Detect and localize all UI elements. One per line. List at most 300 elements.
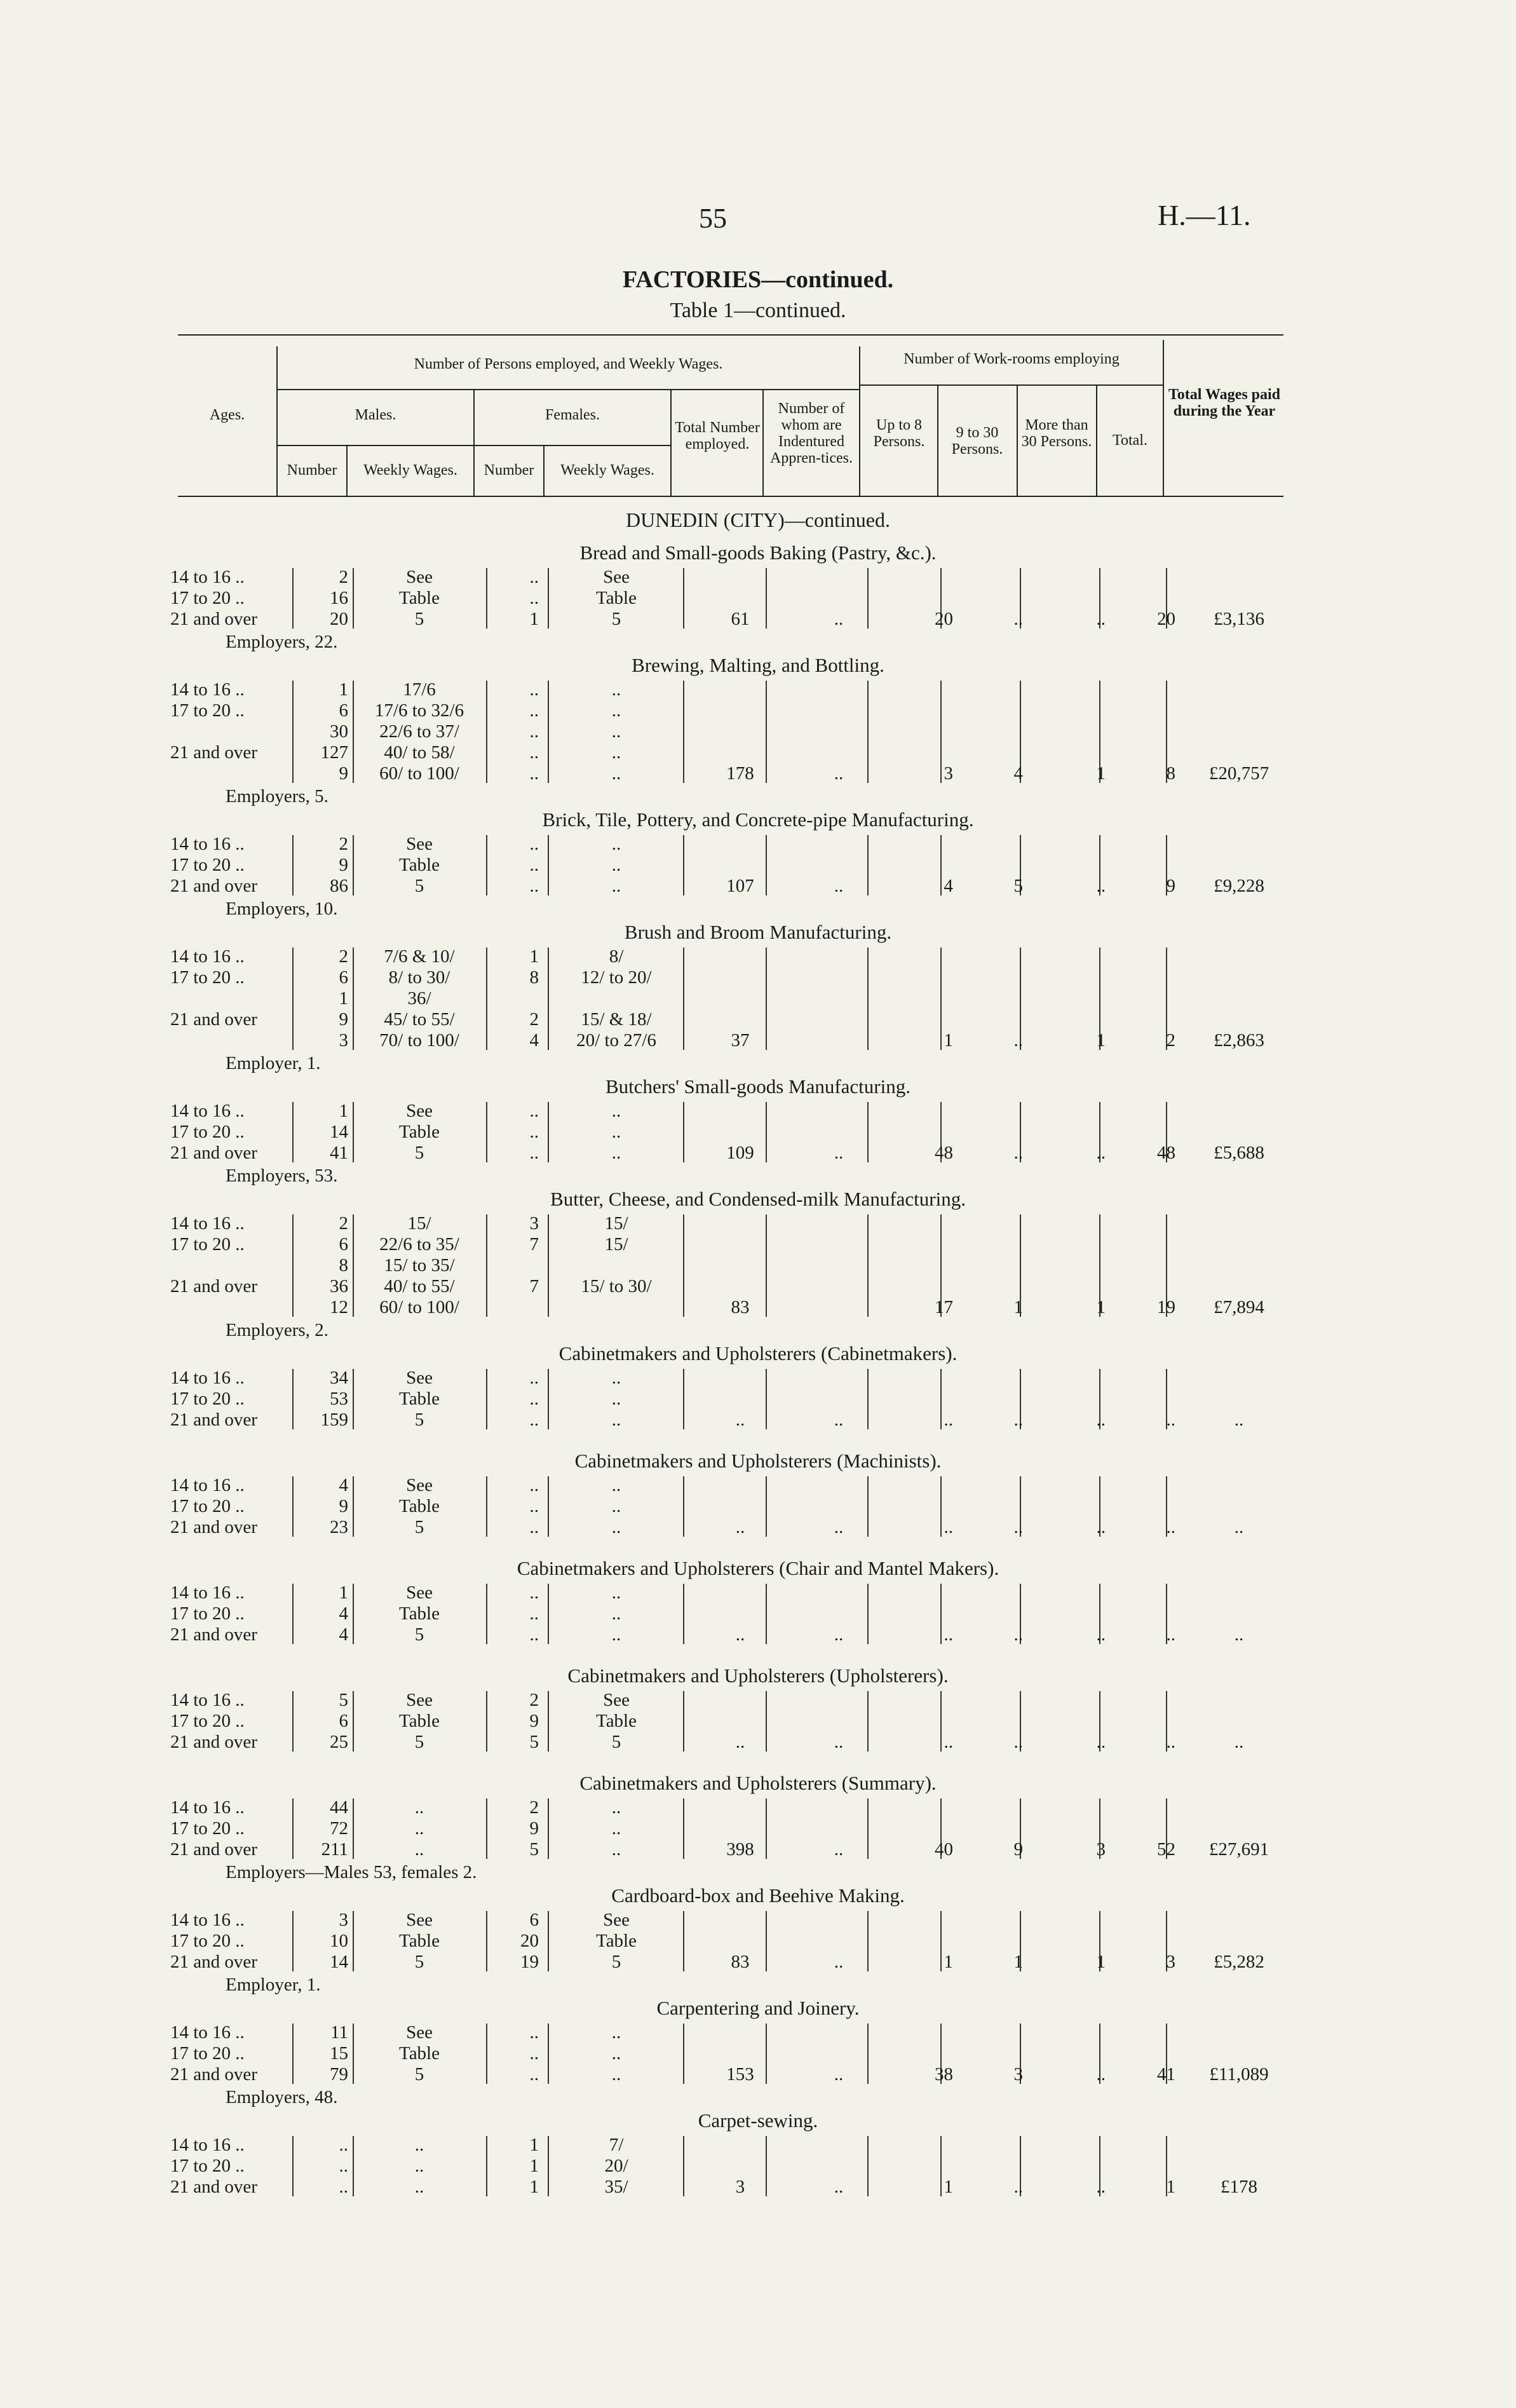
- cell-total-wages: £5,688: [1214, 1143, 1264, 1163]
- cell-age: 21 and over: [170, 1009, 257, 1030]
- cell-mnum: 9: [339, 763, 348, 784]
- cell-mw: See: [406, 834, 433, 854]
- cell-age: 21 and over: [170, 1732, 257, 1752]
- cell-mw: See: [406, 1910, 433, 1930]
- cell-mw: 45/ to 55/: [384, 1009, 455, 1030]
- cell-fw: ..: [611, 1603, 621, 1624]
- cell-fw: 5: [611, 1732, 621, 1752]
- section-title: Cabinetmakers and Upholsterers (Chair and Mantel Makers).: [517, 1557, 999, 1579]
- column-rule: [548, 835, 549, 895]
- cell-mw: 5: [414, 1624, 424, 1645]
- column-rule: [548, 2136, 549, 2196]
- cell-mnum: 53: [330, 1389, 348, 1409]
- cell-fw: ..: [611, 1101, 621, 1121]
- cell-fw: Table: [596, 1931, 637, 1951]
- cell-mw: 36/: [407, 988, 431, 1009]
- cell-fw: 15/: [604, 1213, 628, 1234]
- cell-age: 14 to 16 ..: [170, 1101, 245, 1121]
- column-rule: [486, 681, 487, 783]
- column-rule: [486, 2024, 487, 2084]
- cell-total-wt: 9: [1166, 876, 1175, 896]
- employers-note: Employer, 1.: [226, 1053, 321, 1073]
- cell-total-u8: 4: [944, 876, 953, 896]
- column-rule: [486, 2136, 487, 2196]
- section-title: Brewing, Malting, and Bottling.: [632, 654, 884, 676]
- cell-fw: See: [603, 1690, 630, 1710]
- column-rule: [486, 948, 487, 1050]
- table-section: [0, 1187, 1516, 1341]
- cell-fnum: ..: [529, 1517, 539, 1537]
- cell-fw: ..: [611, 855, 621, 875]
- section-title: Butter, Cheese, and Condensed-milk Manufacturing.: [550, 1188, 966, 1210]
- cell-mnum: 34: [330, 1368, 348, 1388]
- cell-fnum: 7: [529, 1276, 539, 1296]
- employers-note: Employers, 22.: [226, 632, 338, 652]
- cell-fnum: ..: [529, 1143, 539, 1163]
- employers-note: Employers, 53.: [226, 1166, 338, 1186]
- column-rule: [353, 948, 354, 1050]
- employers-note: [0, 2199, 1516, 2215]
- column-rule: [486, 1911, 487, 1971]
- cell-fnum: ..: [529, 855, 539, 875]
- cell-mw: Table: [399, 2043, 440, 2064]
- cell-mnum: 4: [339, 1475, 348, 1495]
- cell-age: 17 to 20 ..: [170, 2043, 245, 2064]
- column-rule: [548, 1214, 549, 1317]
- cell-total-n930: 5: [1013, 876, 1023, 896]
- cell-age: 17 to 20 ..: [170, 1603, 245, 1624]
- cell-total-ind: ..: [834, 876, 844, 896]
- cell-mnum: 2: [339, 567, 348, 587]
- column-rule: [548, 1369, 549, 1429]
- cell-mw: See: [406, 1582, 433, 1603]
- cell-total-u8: 1: [944, 1952, 953, 1972]
- cell-age: 21 and over: [170, 609, 257, 629]
- cell-total-tot: 398: [726, 1839, 754, 1860]
- cell-total-m30: ..: [1096, 2064, 1106, 2085]
- column-rule: [548, 948, 549, 1050]
- cell-total-m30: 1: [1096, 763, 1106, 784]
- cell-total-wages: £20,757: [1208, 763, 1269, 784]
- cell-fw: ..: [611, 1389, 621, 1409]
- cell-total-wages: ..: [1234, 1624, 1244, 1645]
- cell-age: 21 and over: [170, 1839, 257, 1860]
- cell-fnum: ..: [529, 700, 539, 721]
- cell-total-tot: 3: [735, 2177, 745, 2197]
- cell-fnum: 1: [529, 609, 539, 629]
- cell-fw: 15/: [604, 1234, 628, 1255]
- cell-mnum: ..: [339, 2177, 348, 2197]
- cell-age: 14 to 16 ..: [170, 2135, 245, 2155]
- cell-mnum: 4: [339, 1624, 348, 1645]
- cell-age: 21 and over: [170, 876, 257, 896]
- cell-mw: 5: [414, 1143, 424, 1163]
- cell-age: 14 to 16 ..: [170, 1582, 245, 1603]
- column-rule: [548, 1102, 549, 1162]
- table-section: [0, 1883, 1516, 1996]
- cell-total-wages: £11,089: [1209, 2064, 1269, 2085]
- cell-mw: 5: [414, 1732, 424, 1752]
- cell-mnum: 11: [330, 2022, 348, 2043]
- cell-total-m30: ..: [1096, 1732, 1106, 1752]
- table-section: [0, 1771, 1516, 1883]
- cell-total-wages: ..: [1234, 1517, 1244, 1537]
- cell-total-tot: 178: [726, 763, 754, 784]
- cell-total-wt: 1: [1166, 2177, 1175, 2197]
- cell-total-n930: 9: [1013, 1839, 1023, 1860]
- column-rule: [867, 948, 869, 1050]
- cell-mnum: 1: [339, 679, 348, 700]
- cell-mw: See: [406, 1690, 433, 1710]
- cell-mw: See: [406, 567, 433, 587]
- cell-mw: Table: [399, 1931, 440, 1951]
- cell-age: 21 and over: [170, 1624, 257, 1645]
- cell-fw: ..: [611, 1517, 621, 1537]
- column-rule: [353, 1214, 354, 1317]
- cell-fw: See: [603, 567, 630, 587]
- table-section: [0, 653, 1516, 807]
- employers-note: [0, 1432, 1516, 1448]
- cell-total-m30: ..: [1096, 1410, 1106, 1430]
- cell-mnum: 6: [339, 1711, 348, 1731]
- table-section: [0, 920, 1516, 1074]
- column-rule: [486, 1691, 487, 1752]
- cell-mw: ..: [414, 1839, 424, 1860]
- cell-mnum: 5: [339, 1690, 348, 1710]
- column-rule: [353, 1476, 354, 1537]
- col-females: Females.: [545, 407, 600, 423]
- cell-mnum: 6: [339, 1234, 348, 1255]
- col-total: Total.: [1113, 432, 1147, 449]
- cell-fnum: ..: [529, 834, 539, 854]
- cell-fnum: 1: [529, 2135, 539, 2155]
- cell-mw: ..: [414, 1818, 424, 1839]
- cell-fw: ..: [611, 1839, 621, 1860]
- cell-total-ind: ..: [834, 1732, 844, 1752]
- cell-age: 14 to 16 ..: [170, 834, 245, 854]
- col-males-wages: Weekly Wages.: [363, 462, 457, 479]
- cell-fw: ..: [611, 679, 621, 700]
- cell-total-wt: 2: [1166, 1030, 1175, 1051]
- cell-total-wt: 3: [1166, 1952, 1175, 1972]
- table-section: [0, 1996, 1516, 2108]
- cell-mw: 15/ to 35/: [384, 1255, 455, 1275]
- cell-total-tot: 61: [731, 609, 750, 629]
- cell-total-m30: ..: [1096, 876, 1106, 896]
- cell-total-u8: ..: [944, 1732, 953, 1752]
- cell-fnum: ..: [529, 1368, 539, 1388]
- column-rule: [486, 1214, 487, 1317]
- cell-mw: 60/ to 100/: [379, 763, 459, 784]
- cell-age: 17 to 20 ..: [170, 1389, 245, 1409]
- cell-fw: ..: [611, 1410, 621, 1430]
- cell-fnum: 4: [529, 1030, 539, 1051]
- cell-total-tot: 83: [731, 1297, 750, 1317]
- cell-total-m30: ..: [1096, 2177, 1106, 2197]
- cell-fw: ..: [611, 721, 621, 742]
- cell-total-wt: 52: [1157, 1839, 1175, 1860]
- col-9-to-30: 9 to 30 Persons.: [951, 425, 1003, 458]
- employers-note: Employers, 5.: [226, 786, 328, 806]
- page-title: FACTORIES—continued.: [622, 266, 894, 293]
- column-rule: [486, 1102, 487, 1162]
- cell-total-wages: £178: [1221, 2177, 1257, 2197]
- cell-total-wages: ..: [1234, 1732, 1244, 1752]
- column-rule: [548, 1911, 549, 1971]
- table-section: [0, 1074, 1516, 1187]
- employers-note: [0, 1754, 1516, 1771]
- cell-mnum: 211: [321, 1839, 348, 1860]
- column-rule: [353, 2024, 354, 2084]
- cell-fnum: ..: [529, 2022, 539, 2043]
- cell-mnum: 16: [330, 588, 348, 608]
- cell-mnum: 9: [339, 855, 348, 875]
- table-body: [0, 540, 1516, 2215]
- cell-age: 17 to 20 ..: [170, 1496, 245, 1516]
- column-rule: [353, 1799, 354, 1859]
- cell-total-wages: £3,136: [1214, 609, 1264, 629]
- cell-mw: 5: [414, 1410, 424, 1430]
- cell-total-tot: 153: [726, 2064, 754, 2085]
- column-rule: [548, 681, 549, 783]
- cell-age: 21 and over: [170, 1517, 257, 1537]
- cell-fw: 35/: [604, 2177, 628, 2197]
- cell-mw: Table: [399, 855, 440, 875]
- cell-mw: 22/6 to 35/: [379, 1234, 459, 1255]
- cell-mnum: 1: [339, 988, 348, 1009]
- cell-age: 17 to 20 ..: [170, 1931, 245, 1951]
- cell-fnum: 8: [529, 967, 539, 988]
- cell-total-tot: ..: [735, 1624, 745, 1645]
- cell-fnum: ..: [529, 876, 539, 896]
- cell-age: 17 to 20 ..: [170, 1711, 245, 1731]
- col-total-number: Total Number employed.: [675, 419, 760, 452]
- cell-total-ind: ..: [834, 1410, 844, 1430]
- cell-mnum: 3: [339, 1030, 348, 1051]
- column-rule: [353, 1911, 354, 1971]
- cell-total-wages: £27,691: [1208, 1839, 1269, 1860]
- cell-age: 21 and over: [170, 1952, 257, 1972]
- cell-total-wages: ..: [1234, 1410, 1244, 1430]
- cell-mw: 17/6 to 32/6: [374, 700, 464, 721]
- employers-note: Employers, 10.: [226, 899, 338, 919]
- cell-mnum: 25: [330, 1732, 348, 1752]
- cell-mw: 8/ to 30/: [388, 967, 450, 988]
- column-rule: [353, 1369, 354, 1429]
- cell-fnum: 2: [529, 1797, 539, 1818]
- table-section: [0, 1341, 1516, 1448]
- cell-age: 14 to 16 ..: [170, 2022, 245, 2043]
- cell-mw: Table: [399, 1389, 440, 1409]
- cell-mnum: 12: [330, 1297, 348, 1317]
- cell-mw: ..: [414, 2135, 424, 2155]
- column-rule: [353, 835, 354, 895]
- col-workrooms-group: Number of Work-rooms employing: [904, 351, 1120, 367]
- cell-fw: ..: [611, 2064, 621, 2085]
- column-rule: [486, 568, 487, 629]
- cell-age: 14 to 16 ..: [170, 567, 245, 587]
- cell-total-wt: ..: [1166, 1517, 1175, 1537]
- cell-total-wt: 19: [1157, 1297, 1175, 1317]
- cell-total-tot: 109: [726, 1143, 754, 1163]
- cell-total-tot: ..: [735, 1410, 745, 1430]
- cell-mw: 15/: [407, 1213, 431, 1234]
- cell-fw: 5: [611, 609, 621, 629]
- cell-total-n930: ..: [1013, 1732, 1023, 1752]
- cell-age: 21 and over: [170, 742, 257, 763]
- cell-fnum: 6: [529, 1910, 539, 1930]
- cell-mw: 5: [414, 609, 424, 629]
- cell-total-tot: 83: [731, 1952, 750, 1972]
- col-indentured: Number of whom are Indentured Appren-tices.: [770, 400, 853, 466]
- cell-age: 21 and over: [170, 2064, 257, 2085]
- cell-fnum: ..: [529, 763, 539, 784]
- cell-mnum: 23: [330, 1517, 348, 1537]
- cell-fnum: 9: [529, 1818, 539, 1839]
- cell-fnum: ..: [529, 679, 539, 700]
- column-rule: [486, 1369, 487, 1429]
- cell-total-u8: ..: [944, 1410, 953, 1430]
- col-males-number: Number: [287, 462, 337, 479]
- cell-total-tot: ..: [735, 1517, 745, 1537]
- section-title: Brush and Broom Manufacturing.: [624, 921, 892, 943]
- column-rule: [486, 835, 487, 895]
- column-rule: [353, 681, 354, 783]
- cell-total-u8: 3: [944, 763, 953, 784]
- cell-total-u8: 20: [935, 609, 953, 629]
- column-rule: [353, 568, 354, 629]
- cell-fw: ..: [611, 1143, 621, 1163]
- cell-age: 14 to 16 ..: [170, 1213, 245, 1234]
- section-title: Cabinetmakers and Upholsterers (Cabinetmakers).: [558, 1342, 958, 1364]
- cell-mnum: 6: [339, 967, 348, 988]
- cell-age: 21 and over: [170, 1276, 257, 1296]
- col-total-wages: Total Wages paid during the Year: [1168, 386, 1281, 419]
- cell-mnum: ..: [339, 2156, 348, 2176]
- cell-total-m30: ..: [1096, 1143, 1106, 1163]
- cell-total-wt: ..: [1166, 1624, 1175, 1645]
- cell-mnum: 86: [330, 876, 348, 896]
- cell-mw: 5: [414, 2064, 424, 2085]
- cell-mnum: 8: [339, 1255, 348, 1275]
- cell-mnum: 44: [330, 1797, 348, 1818]
- cell-total-u8: 1: [944, 2177, 953, 2197]
- cell-mnum: 9: [339, 1496, 348, 1516]
- cell-age: 17 to 20 ..: [170, 700, 245, 721]
- cell-age: 21 and over: [170, 2177, 257, 2197]
- cell-fw: ..: [611, 1582, 621, 1603]
- section-title: Carpentering and Joinery.: [656, 1997, 860, 2019]
- cell-mw: 22/6 to 37/: [379, 721, 459, 742]
- cell-total-wt: 48: [1157, 1143, 1175, 1163]
- cell-fw: 20/ to 27/6: [576, 1030, 656, 1051]
- cell-fw: Table: [596, 1711, 637, 1731]
- section-title: Cabinetmakers and Upholsterers (Summary).: [579, 1772, 937, 1794]
- cell-fnum: 1: [529, 946, 539, 967]
- cell-total-n930: 3: [1013, 2064, 1023, 2085]
- column-rule: [548, 1691, 549, 1752]
- cell-fnum: ..: [529, 1410, 539, 1430]
- cell-total-m30: ..: [1096, 609, 1106, 629]
- cell-mnum: 36: [330, 1276, 348, 1296]
- column-rule: [548, 2024, 549, 2084]
- cell-total-m30: 3: [1096, 1839, 1106, 1860]
- cell-total-wt: 8: [1166, 763, 1175, 784]
- cell-mw: 70/ to 100/: [379, 1030, 459, 1051]
- cell-mnum: 14: [330, 1122, 348, 1142]
- cell-fw: ..: [611, 1818, 621, 1839]
- column-rule: [353, 2136, 354, 2196]
- cell-total-n930: 4: [1013, 763, 1023, 784]
- cell-mw: Table: [399, 1122, 440, 1142]
- cell-total-wt: ..: [1166, 1410, 1175, 1430]
- column-rule: [486, 1799, 487, 1859]
- region-title: DUNEDIN (CITY)—continued.: [626, 508, 890, 531]
- cell-total-n930: ..: [1013, 2177, 1023, 2197]
- cell-mnum: 2: [339, 1213, 348, 1234]
- cell-fnum: 2: [529, 1009, 539, 1030]
- col-more-than-30: More than 30 Persons.: [1021, 417, 1092, 450]
- cell-age: 17 to 20 ..: [170, 588, 245, 608]
- cell-total-n930: 1: [1013, 1297, 1023, 1317]
- cell-fw: 20/: [604, 2156, 628, 2176]
- cell-fw: ..: [611, 700, 621, 721]
- cell-mw: 40/ to 58/: [384, 742, 455, 763]
- column-rule: [486, 1584, 487, 1644]
- employers-note: Employer, 1.: [226, 1975, 321, 1995]
- cell-fnum: ..: [529, 1496, 539, 1516]
- cell-total-n930: ..: [1013, 1143, 1023, 1163]
- cell-age: 21 and over: [170, 1410, 257, 1430]
- cell-mnum: 10: [330, 1931, 348, 1951]
- cell-mw: Table: [399, 1496, 440, 1516]
- cell-mw: 5: [414, 1517, 424, 1537]
- cell-fw: 15/ to 30/: [581, 1276, 652, 1296]
- table-section: [0, 2108, 1516, 2215]
- column-rule: [548, 568, 549, 629]
- cell-age: 17 to 20 ..: [170, 1818, 245, 1839]
- table-section: [0, 807, 1516, 920]
- cell-fw: 8/: [609, 946, 624, 967]
- employers-note: Employers, 2.: [226, 1320, 328, 1340]
- cell-total-ind: ..: [834, 763, 844, 784]
- cell-mnum: 9: [339, 1009, 348, 1030]
- cell-age: 17 to 20 ..: [170, 1234, 245, 1255]
- cell-mw: 7/6 & 10/: [384, 946, 455, 967]
- cell-total-ind: ..: [834, 609, 844, 629]
- table-caption: Table 1—continued.: [670, 299, 846, 322]
- cell-fw: ..: [611, 1475, 621, 1495]
- table-section: [0, 1448, 1516, 1556]
- cell-age: 17 to 20 ..: [170, 2156, 245, 2176]
- cell-mw: Table: [399, 588, 440, 608]
- cell-fw: ..: [611, 1624, 621, 1645]
- cell-total-u8: 38: [935, 2064, 953, 2085]
- cell-mnum: 30: [330, 721, 348, 742]
- col-males: Males.: [355, 407, 396, 423]
- cell-total-tot: 37: [731, 1030, 750, 1051]
- cell-mw: See: [406, 1475, 433, 1495]
- cell-fw: 5: [611, 1952, 621, 1972]
- cell-mnum: 4: [339, 1603, 348, 1624]
- cell-age: 14 to 16 ..: [170, 1475, 245, 1495]
- cell-mw: 5: [414, 876, 424, 896]
- cell-mnum: 1: [339, 1101, 348, 1121]
- cell-total-ind: ..: [834, 1952, 844, 1972]
- cell-fw: ..: [611, 763, 621, 784]
- cell-age: 17 to 20 ..: [170, 967, 245, 988]
- cell-total-wages: £2,863: [1214, 1030, 1264, 1051]
